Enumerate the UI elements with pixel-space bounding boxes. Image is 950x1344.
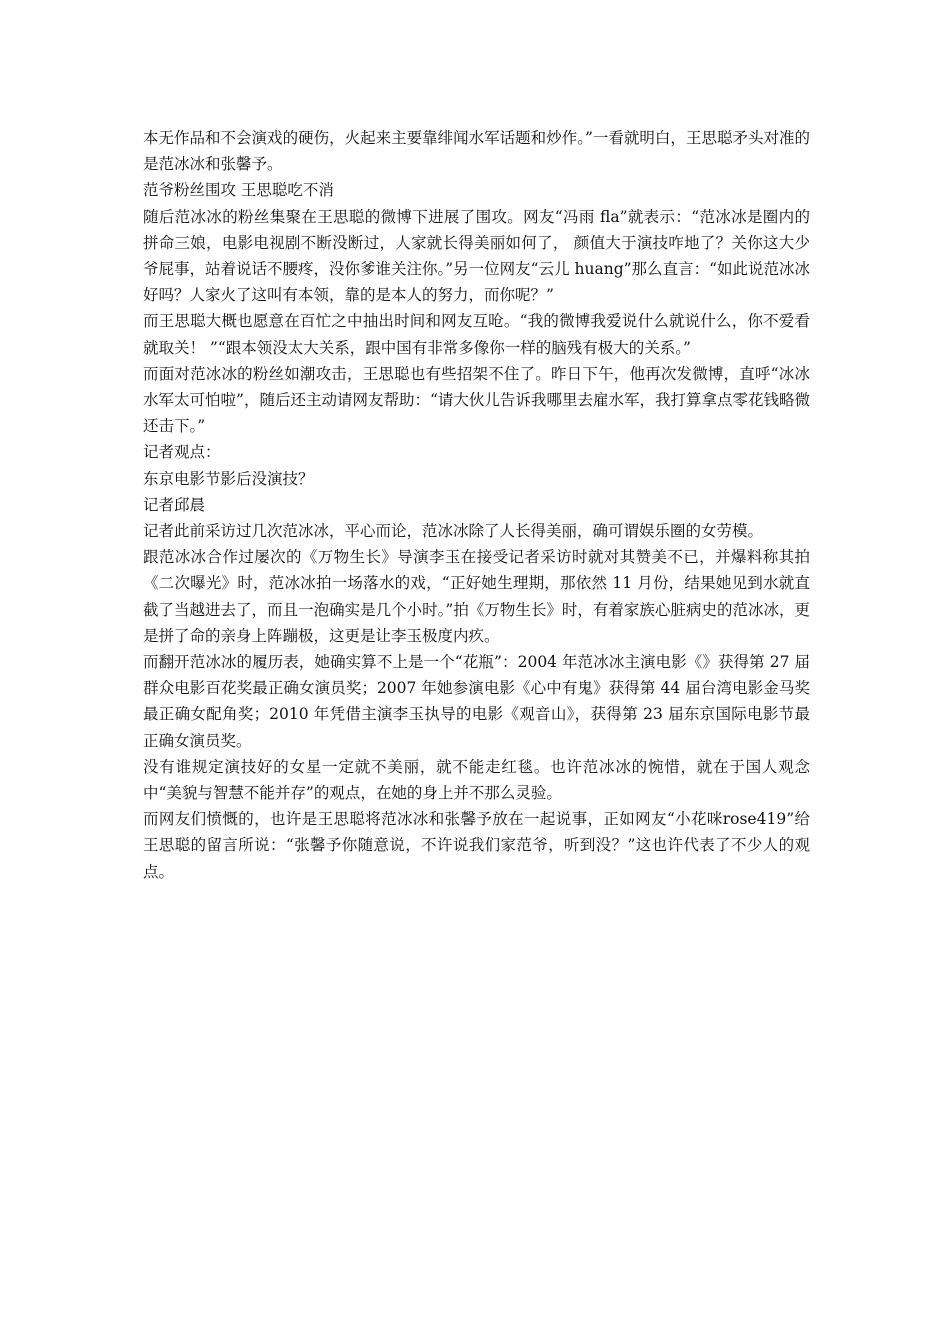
- article-body: [143, 125, 810, 885]
- paragraph: 而翻开范冰冰的履历表，她确实算不上是一个“花瓶”：2004 年范冰冰主演电影《》获得第 27 届群众电影百花奖最正确女演员奖；2007 年她参演电影《心中有鬼》获得第 44 届台湾电影金马奖最正确女配角奖；2010 年凭借主演李玉执导的电影《观音山》，获得第 23 届东京国际电影节最正确女演员奖。: [143, 653, 810, 750]
- paragraph: 跟范冰冰合作过屡次的《万物生长》导演李玉在接受记者采访时就对其赞美不已，并爆料称其拍《二次曝光》时，范冰冰拍一场落水的戏，“正好她生理期，那依然 11 月份，结果她见到水就直截了当越进去了，而且一泡确实是几个小时。”拍《万物生长》时，有着家族心脏病史的范冰冰，更是拼了命的亲身上阵蹦极，这更是让李玉极度内疚。: [143, 548, 810, 645]
- section-heading: 范爷粉丝围攻 王思聪吃不消: [143, 181, 334, 200]
- paragraph: 而网友们愤慨的，也许是王思聪将范冰冰和张馨予放在一起说事，正如网友“小花咪rose419”给王思聪的留言所说：“张馨予你随意说，不许说我们家范爷，听到没？”这也许代表了不少人的观点。: [143, 810, 810, 881]
- paragraph: 没有谁规定演技好的女星一定就不美丽，就不能走红毯。也许范冰冰的惋惜，就在于国人观念中“美貌与智慧不能并存”的观点，在她的身上并不那么灵验。: [143, 757, 810, 803]
- byline: 记者邱晨: [143, 495, 206, 514]
- paragraph: 随后范冰冰的粉丝集聚在王思聪的微博下进展了围攻。网友“冯雨 fla”就表示：“范冰冰是圈内的拼命三娘，电影电视剧不断没断过，人家就长得美丽如何了， 颜值大于演技咋地了？关你这大少爷屁事，站着说话不腰疼，没你爹谁关注你。”另一位网友“云儿 huang”那么直言：“如此说范冰冰好吗？人家火了这叫有本领，靠的是本人的努力，而你呢？”: [143, 207, 810, 305]
- paragraph: 记者此前采访过几次范冰冰，平心而论，范冰冰除了人长得美丽，确可谓娱乐圈的女劳模。: [143, 522, 764, 541]
- paragraph: 而王思聪大概也愿意在百忙之中抽出时间和网友互呛。“我的微博我爱说什么就说什么，你不爱看就取关！ ”“跟本领没太大关系，跟中国有非常多像你一样的脑残有极大的关系。”: [143, 312, 810, 357]
- section-heading: 东京电影节影后没演技？: [143, 469, 314, 488]
- paragraph: 本无作品和不会演戏的硬伤，火起来主要靠绯闻水军话题和炒作。”一看就明白，王思聪矛头对准的是范冰冰和张馨予。: [143, 129, 810, 174]
- paragraph: 而面对范冰冰的粉丝如潮攻击，王思聪也有些招架不住了。昨日下午，他再次发微博，直呼“冰冰水军太可怕啦”，随后还主动请网友帮助：“请大伙儿告诉我哪里去雇水军，我打算拿点零花钱略微还击下。”: [143, 364, 810, 436]
- section-heading: 记者观点：: [143, 443, 221, 462]
